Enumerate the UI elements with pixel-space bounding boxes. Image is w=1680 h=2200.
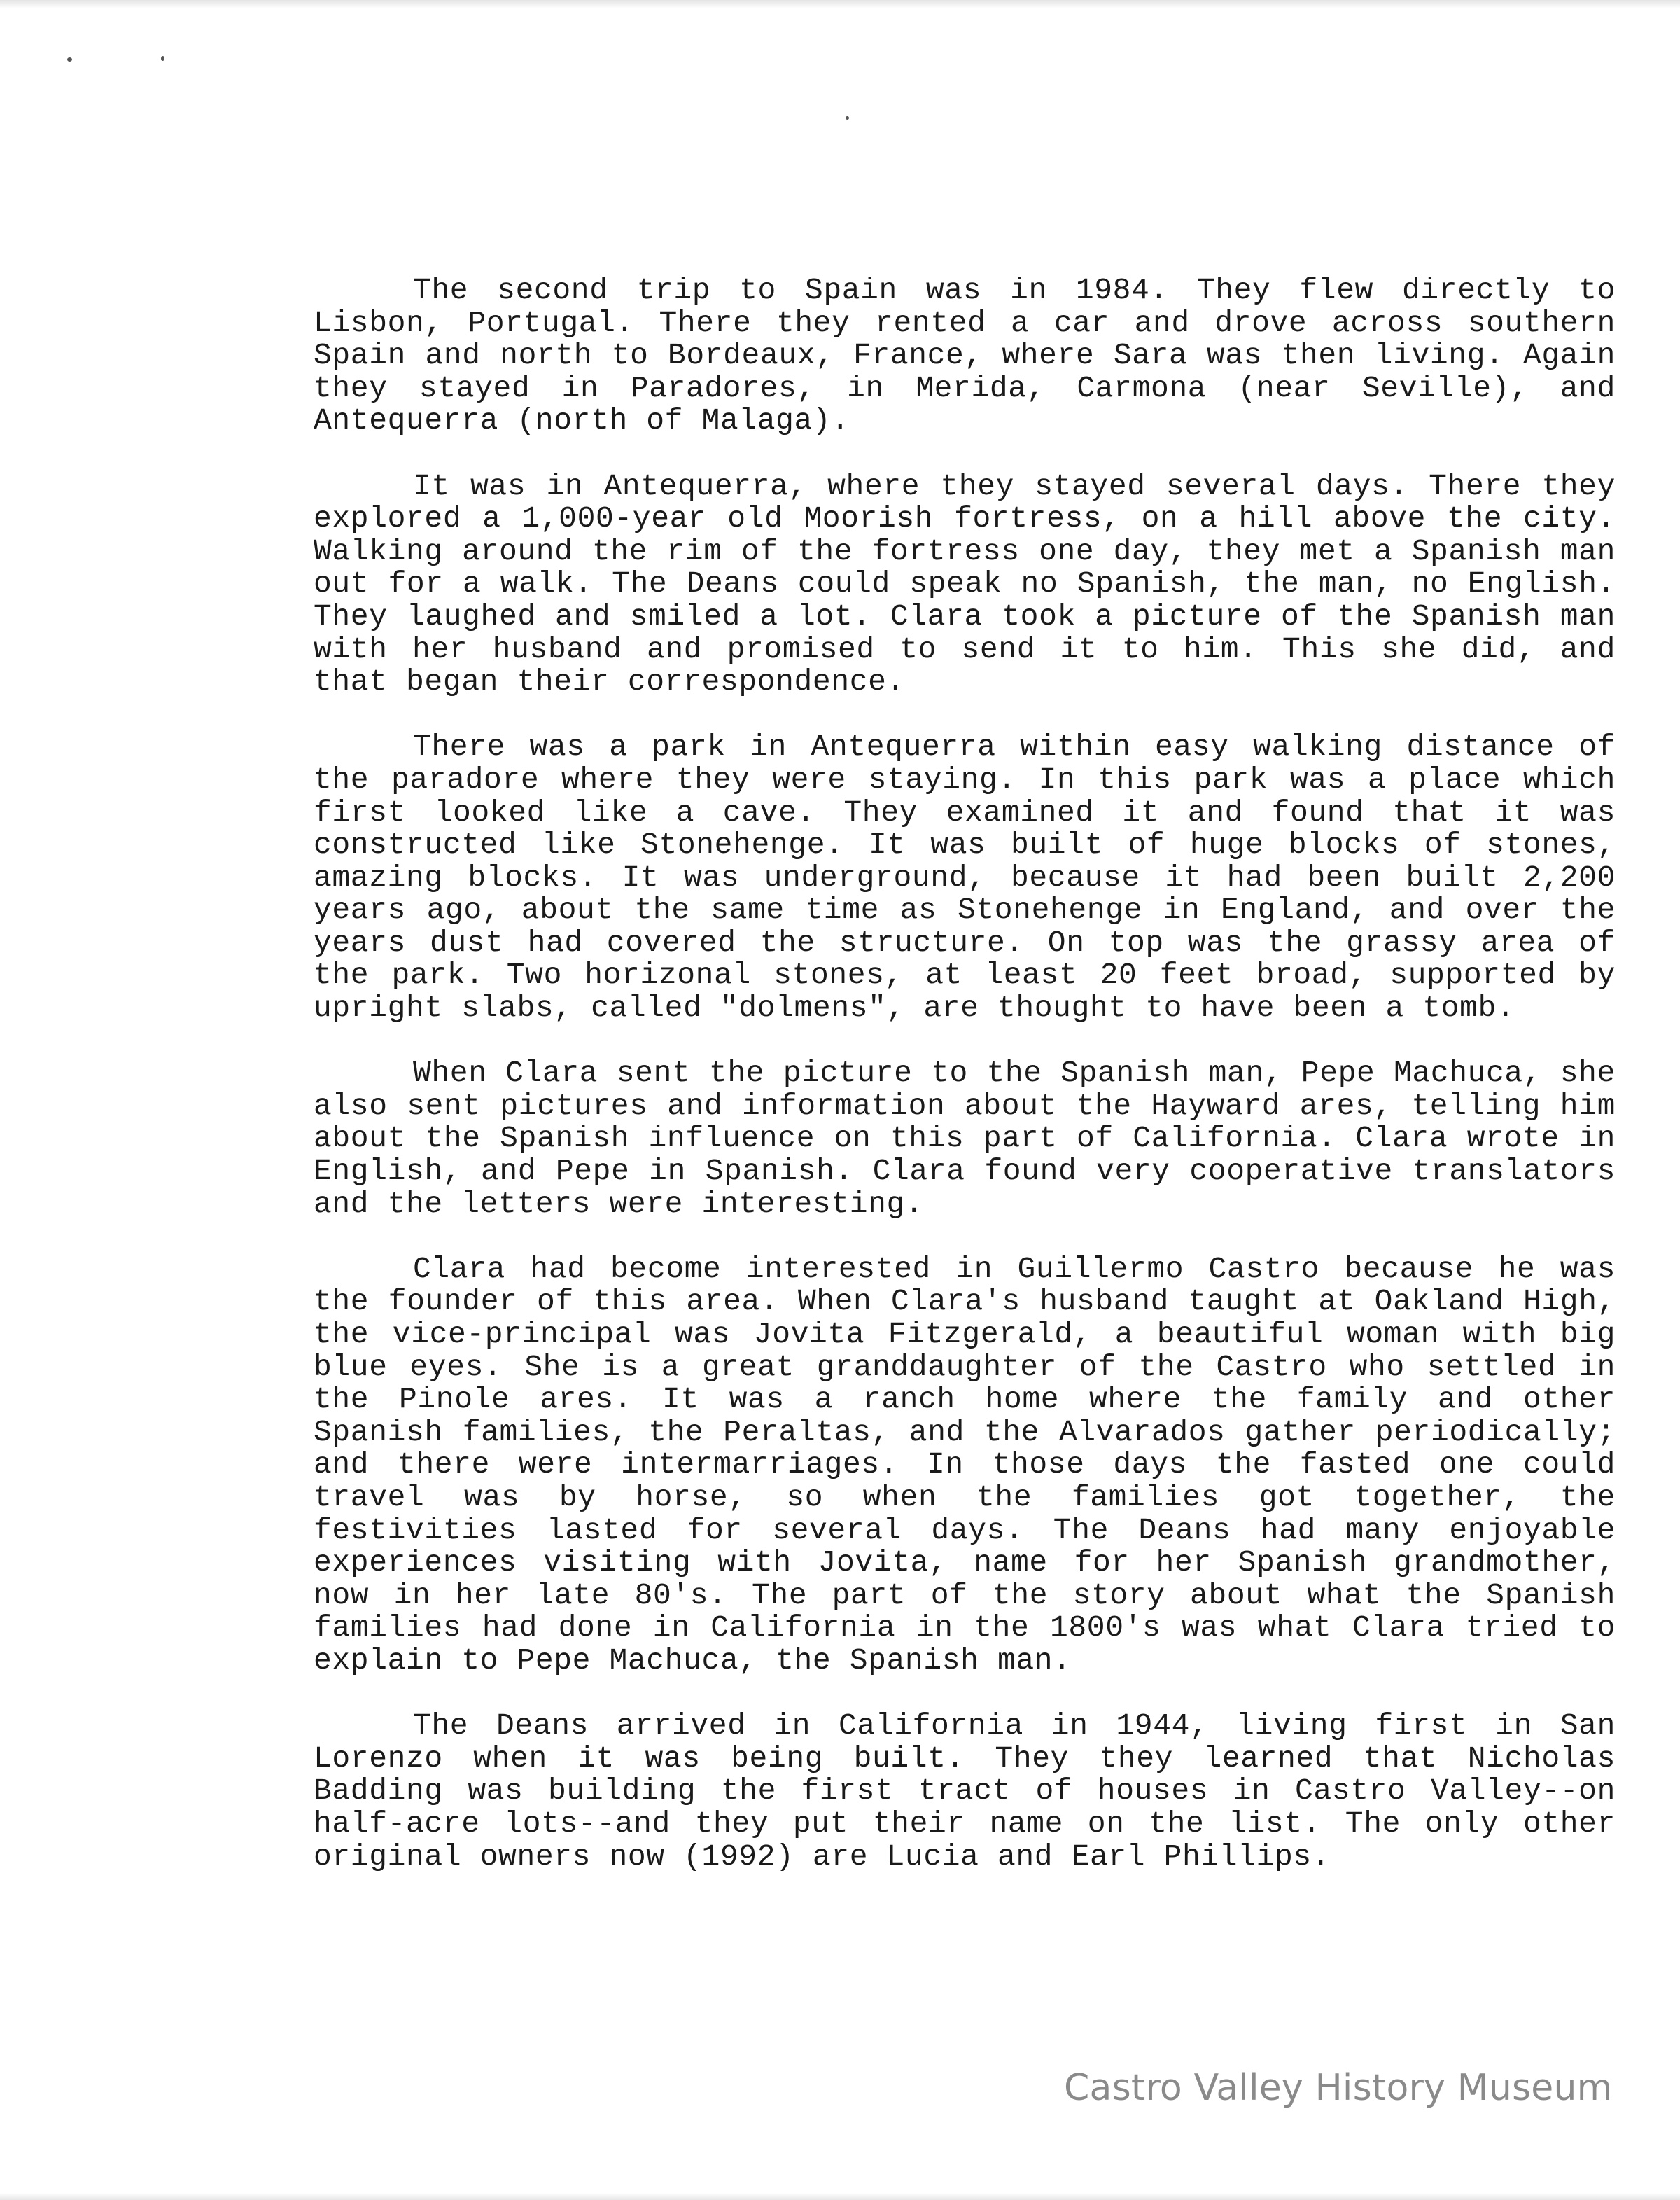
scan-speck bbox=[846, 116, 849, 120]
scan-bottom-edge bbox=[0, 2193, 1680, 2200]
paragraph-guillermo-castro: Clara had become interested in Guillermo Castro because he was the founder of this area. When Clara's husband taught at Oakland High, the vice-principal was Jovita Fitzgerald, a beautiful woman with big blue eyes. She is a great granddaughter of the Castro who settled in the Pinole ares. It was a ranch home where the family and other Spanish families, the Peraltas, and the Alvarados gather periodically; and there were intermarriages. In those days the fasted one could travel was by horse, so when the families got together, the festivities lasted for several days. The Deans had many enjoyable experiences visiting with Jovita, name for her Spanish grandmother, now in her late 80's. The part of the story about what the Spanish families had done in California in the 1800's was what Clara tried to explain to Pepe Machuca, the Spanish man. bbox=[314, 1251, 1616, 1678]
document-body bbox=[314, 274, 1616, 1906]
museum-watermark: Castro Valley History Museum bbox=[1064, 2067, 1613, 2109]
paragraph-arrival-california: The Deans arrived in California in 1944, living first in San Lorenzo when it was being built. They they learned that Nicholas Badding was building the first tract of houses in Castro Valley--on half-acre lots--and they put their name on the list. The only other original owners now (1992) are Lucia and Earl Phillips. bbox=[314, 1708, 1616, 1874]
scan-top-edge bbox=[0, 0, 1680, 8]
scan-speck bbox=[67, 57, 72, 62]
paragraph-second-trip: The second trip to Spain was in 1984. They flew directly to Lisbon, Portugal. There they rented a car and drove across southern Spain and north to Bordeaux, France, where Sara was then living. Again they stayed in Paradores, in Merida, Carmona (near Seville), and Antequerra (north of Malaga). bbox=[314, 273, 1616, 438]
scan-speck bbox=[161, 56, 164, 61]
paragraph-park-dolmens: There was a park in Antequerra within easy walking distance of the paradore where they were staying. In this park was a place which first looked like a cave. They examined it and found that it was constructed like Stonehenge. It was built of huge blocks of stones, amazing blocks. It was underground, because it had been built 2,200 years ago, about the same time as Stonehenge in England, and over the years dust had covered the structure. On top was the grassy area of the park. Two horizonal stones, at least 20 feet broad, supported by upright slabs, called "dolmens", are thought to have been a tomb. bbox=[314, 730, 1616, 1026]
paragraph-antequerra-fortress: It was in Antequerra, where they stayed several days. There they explored a 1,000-year old Moorish fortress, on a hill above the city. Walking around the rim of the fortress one day, they met a Spanish man out for a walk. The Deans could speak no Spanish, the man, no English. They laughed and smiled a lot. Clara took a picture of the Spanish man with her husband and promised to send it to him. This she did, and that began their correspondence. bbox=[314, 468, 1616, 699]
paragraph-pepe-machuca: When Clara sent the picture to the Spanish man, Pepe Machuca, she also sent pictures and information about the Hayward ares, telling him about the Spanish influence on this part of California. Clara wrote in English, and Pepe in Spanish. Clara found very cooperative translators and the letters were interesting. bbox=[314, 1056, 1616, 1221]
